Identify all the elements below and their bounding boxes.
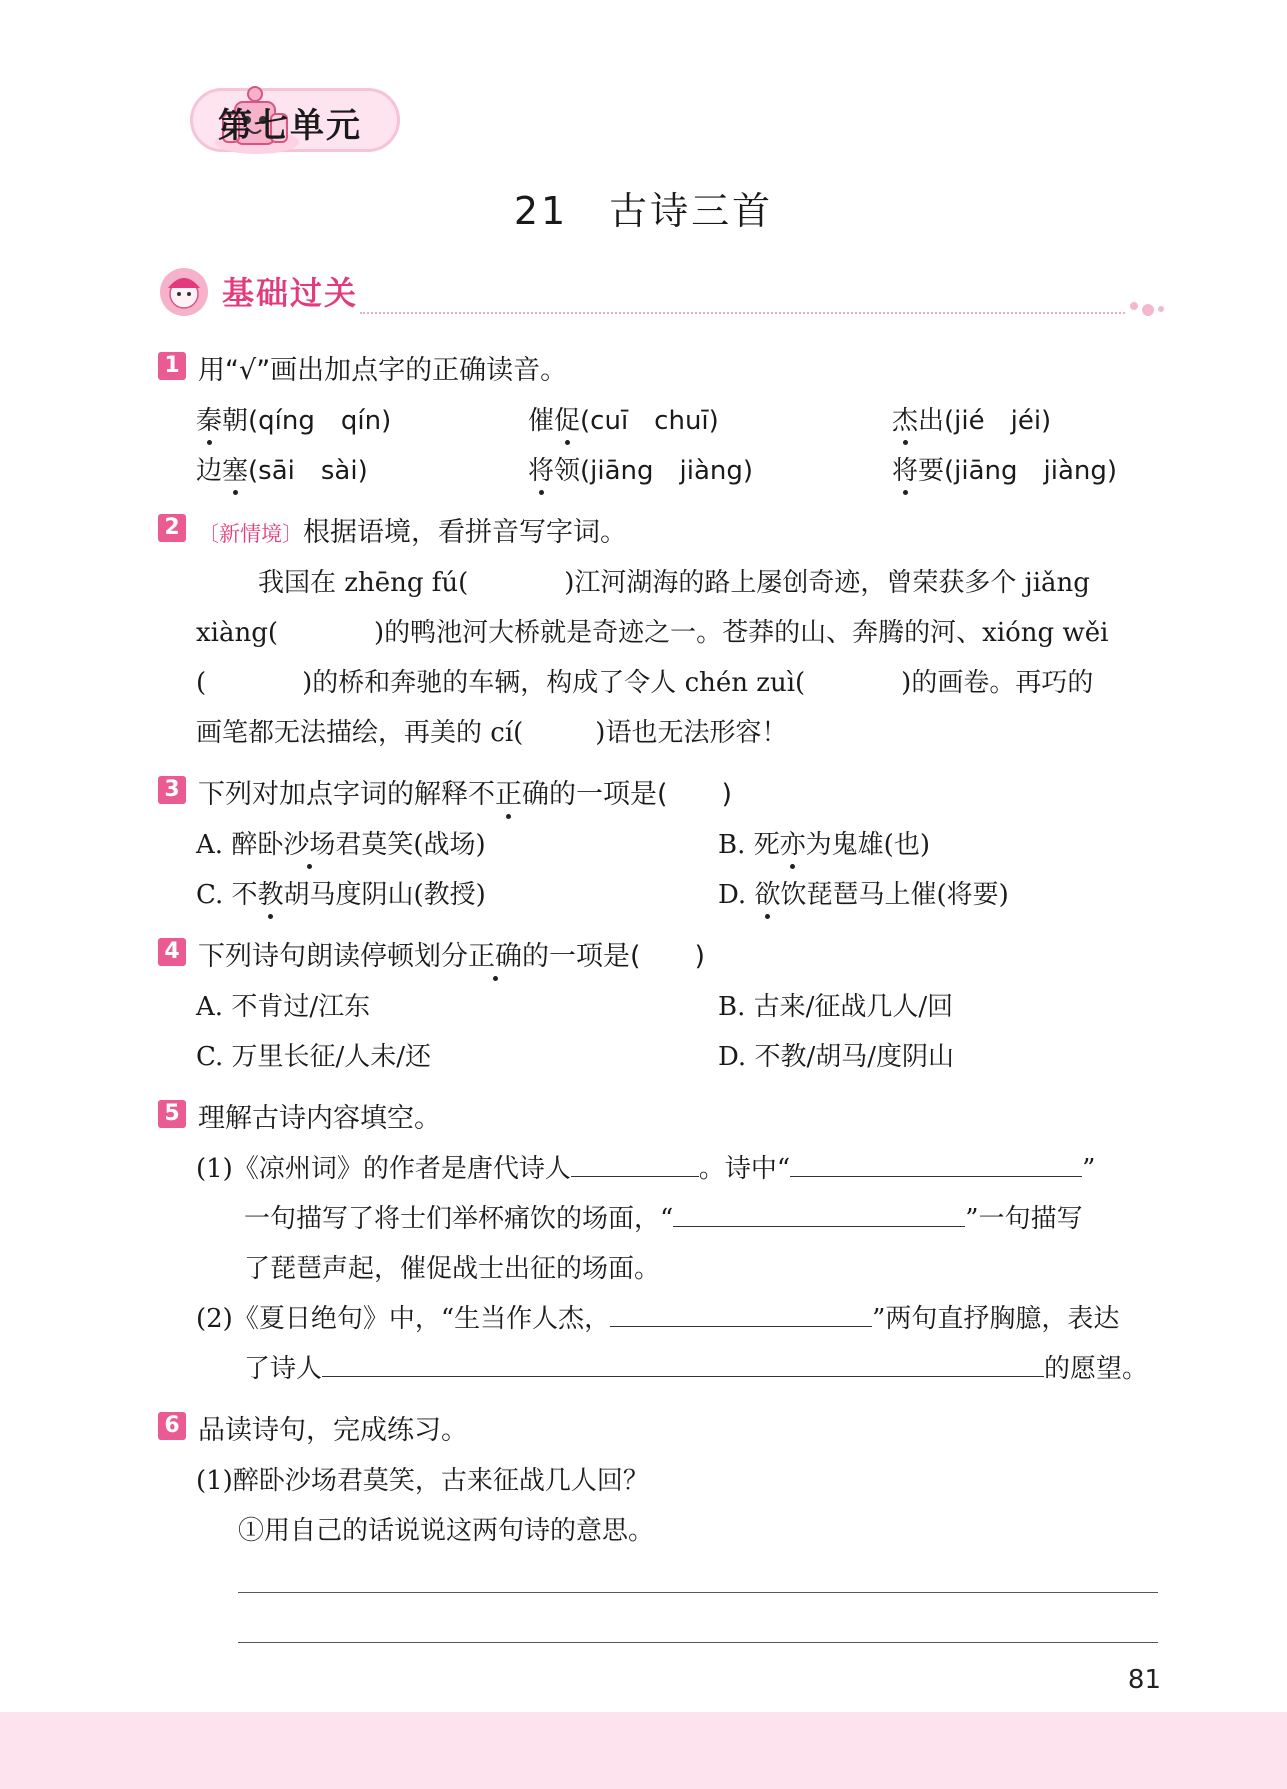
section-divider [360,312,1125,314]
q2-text-line: 我国在 zhēng fú( )江河湖海的路上屡创奇迹，曾荣获多个 jiǎng [258,568,1090,598]
footer-band [0,1712,1287,1789]
question-number: 6 [158,1412,186,1440]
q4-option-a[interactable]: A. 不肯过/江东 [196,992,371,1022]
q2-text-line: xiàng( )的鸭池河大桥就是奇迹之一。苍莽的山、奔腾的河、xióng wěi [196,618,1109,648]
q5-part2-line2: 了诗人 的愿望。 [244,1354,1149,1384]
q2-text-line: ( )的桥和奔驰的车辆，构成了令人 chén zuì( )的画卷。再巧的 [196,668,1094,698]
q1-item: 将领(jiāng jiàng) [528,450,753,487]
answer-blank[interactable] [322,1354,1044,1377]
q1-item: 催促(cuī chuī) [528,400,719,437]
divider-dot [1130,302,1138,310]
new-context-tag: 〔新情境〕 [198,522,303,546]
q3-option-a[interactable]: A. 醉卧沙场君莫笑(战场) [196,824,486,861]
answer-blank[interactable] [790,1154,1082,1177]
q6-poem-line: (1)醉卧沙场君莫笑，古来征战几人回？ [196,1466,649,1496]
question-prompt: 下列对加点字词的解释不正确的一项是( ) [198,772,732,811]
answer-blank[interactable] [610,1304,872,1327]
q1-item: 杰出(jié jéi) [892,400,1051,437]
q5-part1-line3: 了琵琶声起，催促战士出征的场面。 [244,1254,661,1284]
question-prompt: 〔新情境〕根据语境，看拼音写字词。 [198,517,627,548]
question-prompt: 用“√”画出加点字的正确读音。 [198,355,568,386]
question-number: 4 [158,938,186,966]
question-number: 1 [158,352,186,380]
page-number: 81 [1127,1665,1161,1695]
q3-option-b[interactable]: B. 死亦为鬼雄(也) [718,824,930,861]
divider-dot [1142,304,1154,316]
q2-text-line: 画笔都无法描绘，再美的 cí( )语也无法形容！ [196,718,788,748]
q3-option-d[interactable]: D. 欲饮琵琶马上催(将要) [718,874,1009,911]
section-title: 基础过关 [222,274,359,312]
q1-item: 边塞(sāi sài) [196,450,368,487]
divider-dot [1158,306,1164,312]
q1-item: 秦朝(qíng qín) [196,400,391,437]
question-prompt: 下列诗句朗读停顿划分正确的一项是( ) [198,934,705,973]
lesson-title: 21 古诗三首 [513,189,774,233]
q5-part1-line2: 一句描写了将士们举杯痛饮的场面，“ ”一句描写 [244,1204,1083,1234]
q5-part2-line1: (2)《夏日绝句》中，“生当作人杰， ”两句直抒胸臆，表达 [196,1304,1120,1334]
q4-option-b[interactable]: B. 古来/征战几人/回 [718,992,954,1022]
answer-blank[interactable] [571,1154,699,1177]
answer-writing-line[interactable] [238,1642,1158,1643]
q3-option-c[interactable]: C. 不教胡马度阴山(教授) [196,874,486,911]
q4-option-d[interactable]: D. 不教/胡马/度阴山 [718,1042,954,1072]
girl-avatar-icon [158,266,210,318]
question-prompt: 品读诗句，完成练习。 [198,1415,468,1446]
unit-title: 第七单元 [218,106,362,146]
question-number: 5 [158,1100,186,1128]
answer-blank[interactable] [673,1204,965,1227]
question-number: 2 [158,514,186,542]
question-number: 3 [158,776,186,804]
answer-writing-line[interactable] [238,1592,1158,1593]
question-prompt: 理解古诗内容填空。 [198,1103,441,1134]
q4-option-c[interactable]: C. 万里长征/人未/还 [196,1042,432,1072]
q6-task: ①用自己的话说说这两句诗的意思。 [238,1516,655,1546]
q5-part1-line1: (1)《凉州词》的作者是唐代诗人 。诗中“ ” [196,1154,1096,1184]
q1-item: 将要(jiāng jiàng) [892,450,1117,487]
